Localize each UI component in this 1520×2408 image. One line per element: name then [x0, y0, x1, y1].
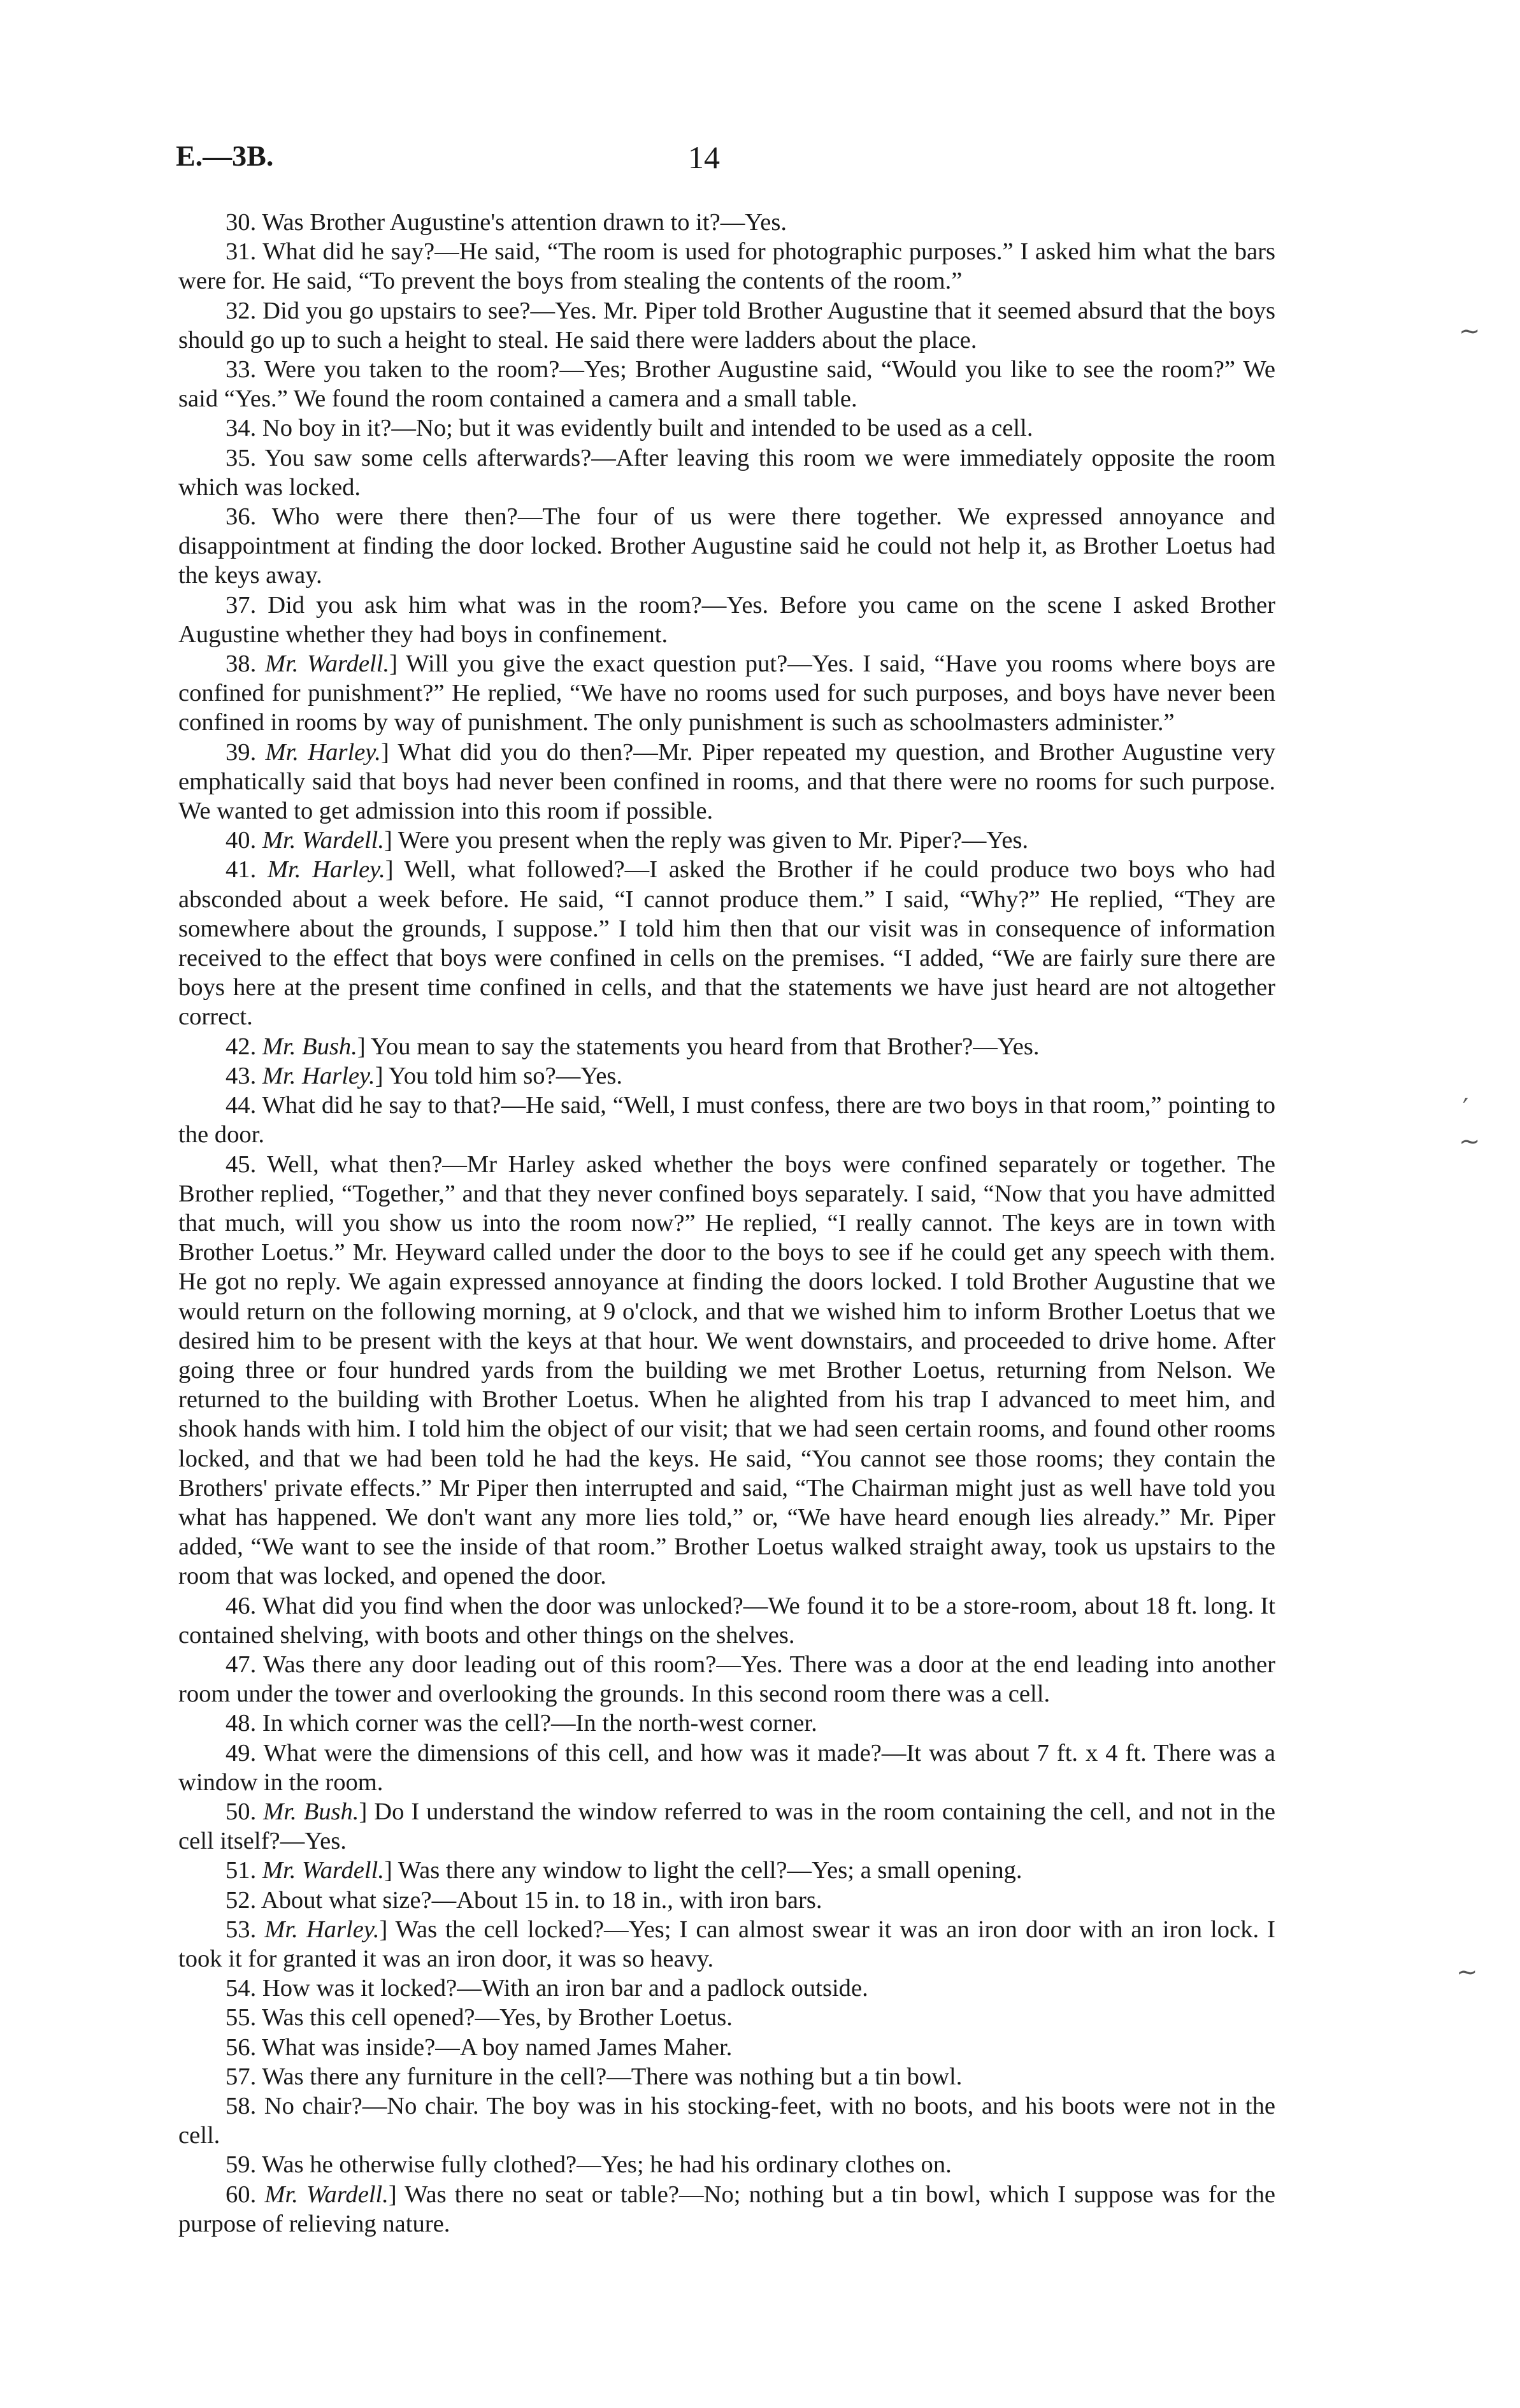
testimony-paragraph — [178, 1738, 1275, 1797]
question-number: 50. — [226, 1798, 264, 1825]
testimony-text: How was it locked?—With an iron bar and a padlock outside. — [262, 1975, 868, 2002]
question-number: 58. — [226, 2093, 264, 2119]
testimony-text: ] Was there no seat or table?—No; nothing but a tin bowl, which I suppose was for the purpose of relieving nature. — [178, 2181, 1275, 2237]
testimony-text: Was this cell opened?—Yes, by Brother Loetus. — [262, 2004, 733, 2032]
testimony-paragraph — [178, 2003, 1275, 2032]
testimony-body — [178, 208, 1275, 2239]
margin-mark: ′ — [1463, 1094, 1469, 1123]
question-number: 34. — [226, 415, 262, 442]
testimony-paragraph — [178, 208, 1275, 237]
testimony-paragraph — [178, 1797, 1275, 1856]
testimony-paragraph — [178, 2062, 1275, 2091]
question-number: 35. — [226, 444, 265, 471]
margin-mark: ∼ — [1456, 1958, 1478, 1987]
testimony-paragraph — [178, 443, 1275, 502]
testimony-paragraph — [178, 355, 1275, 413]
question-number: 44. — [226, 1092, 262, 1119]
testimony-text: ] You mean to say the statements you heard from that Brother?—Yes. — [357, 1033, 1040, 1060]
question-number: 56. — [226, 2033, 262, 2061]
testimony-text: Well, what then?—Mr Harley asked whether the boys were confined separately or together. The Brother replied, “Together,” and that they never confined boys separately. I said, “Now that you have admitted that much, will you show us into the room now?” He replied, “I really cannot. The keys are in town with Brother Loetus.” Mr. Heyward called under the door to the boys to see if he could get any speech with them. He got no reply. We again expressed annoyance at finding the doors locked. I told Brother Augustine that we would return on the following morning, at 9 o'clock, and that we wished him to inform Brother Loetus that we desired him to be present with the keys at that hour. We went downstairs, and proceeded to drive home. After going three or four hundred yards from the building we met Brother Loetus, returning from Nelson. We returned to the building with Brother Loetus. When he alighted from his trap I advanced to meet him, and shook hands with him. I told him the object of our visit; that we had seen certain rooms, and found other rooms locked, and that we had been told he had the keys. He said, “You cannot see those rooms; they contain the Brothers' private effects.” Mr Piper then interrupted and said, “The Chairman might just as well have told you what has happened. We don't want any more lies told,” or, “We have heard enough lies already.” Mr. Piper added, “We want to see the inside of that room.” Brother Loetus walked straight away, took us upstairs to the room that was locked, and opened the door. — [178, 1150, 1275, 1590]
testimony-text: Who were there then?—The four of us were there together. We expressed annoyance and disappointment at finding the door locked. Brother Augustine said he could not help it, as Brother Loetus had the keys away. — [178, 503, 1276, 589]
margin-mark: ∼ — [1459, 317, 1481, 346]
testimony-paragraph — [178, 1150, 1275, 1591]
testimony-paragraph — [178, 2033, 1275, 2062]
question-number: 60. — [226, 2181, 265, 2208]
testimony-text: Was there any furniture in the cell?—There was nothing but a tin bowl. — [262, 2063, 963, 2090]
question-number: 30. — [226, 209, 262, 236]
testimony-paragraph — [178, 1709, 1275, 1738]
question-number: 36. — [226, 503, 272, 531]
testimony-paragraph — [178, 855, 1275, 1031]
testimony-text: You saw some cells afterwards?—After leaving this room we were immediately opposite the room which was locked. — [178, 444, 1275, 501]
testimony-text: No chair?—No chair. The boy was in his stocking-feet, with no boots, and his boots were not in the cell. — [178, 2093, 1275, 2149]
testimony-paragraph — [178, 1061, 1275, 1091]
testimony-text: In which corner was the cell?—In the north-west corner. — [262, 1710, 817, 1737]
testimony-text: What were the dimensions of this cell, and how was it made?—It was about 7 ft. x 4 ft. There was a window in the room. — [178, 1739, 1275, 1796]
testimony-text: What did he say?—He said, “The room is used for photographic purposes.” I asked him what the bars were for. He said, “To prevent the boys from stealing the contents of the room.” — [178, 238, 1275, 295]
question-number: 39. — [226, 738, 266, 766]
testimony-paragraph — [178, 296, 1275, 355]
testimony-paragraph — [178, 1856, 1275, 1885]
testimony-paragraph — [178, 237, 1275, 296]
testimony-paragraph — [178, 649, 1275, 738]
testimony-paragraph — [178, 1886, 1275, 1915]
speaker-name: Mr. Harley. — [264, 1916, 380, 1943]
speaker-name: Mr. Wardell. — [262, 1857, 384, 1884]
testimony-text: What did he say to that?—He said, “Well, I must confess, there are two boys in that room,” pointing to the door. — [178, 1092, 1276, 1149]
testimony-paragraph — [178, 1650, 1275, 1709]
speaker-name: Mr. Harley. — [265, 738, 381, 766]
question-number: 37. — [226, 591, 268, 619]
question-number: 45. — [226, 1150, 268, 1178]
speaker-name: Mr. Wardell. — [264, 2181, 389, 2208]
question-number: 33. — [226, 356, 264, 383]
testimony-text: What was inside?—A boy named James Maher. — [262, 2033, 733, 2061]
testimony-text: ] What did you do then?—Mr. Piper repeated my question, and Brother Augustine very emphatically said that boys had never been confined in rooms, and that there were no rooms for such purpose. We wanted to get admission into this room if possible. — [178, 738, 1275, 825]
testimony-text: Was he otherwise fully clothed?—Yes; he had his ordinary clothes on. — [262, 2151, 952, 2179]
question-number: 49. — [226, 1739, 264, 1767]
testimony-text: ] Were you present when the reply was given to Mr. Piper?—Yes. — [384, 827, 1029, 854]
testimony-text: No boy in it?—No; but it was evidently built and intended to be used as a cell. — [262, 415, 1033, 442]
testimony-text: Did you ask him what was in the room?—Yes. Before you came on the scene I asked Brother Augustine whether they had boys in confinement. — [178, 591, 1275, 648]
testimony-paragraph — [178, 826, 1275, 855]
question-number: 47. — [226, 1651, 264, 1678]
question-number: 42. — [226, 1033, 262, 1060]
margin-mark: ∼ — [1459, 1127, 1481, 1156]
testimony-text: Was there any door leading out of this room?—Yes. There was a door at the end leading into another room under the tower and overlooking the grounds. In this second room there was a cell. — [178, 1651, 1276, 1708]
speaker-name: Mr. Harley. — [262, 1062, 375, 1089]
question-number: 41. — [226, 856, 268, 884]
question-number: 57. — [226, 2063, 262, 2090]
question-number: 46. — [226, 1592, 262, 1619]
testimony-text: ] Do I understand the window referred to was in the room containing the cell, and not in the cell itself?—Yes. — [178, 1798, 1275, 1855]
page-number: 14 — [688, 140, 720, 175]
speaker-name: Mr. Wardell. — [264, 650, 390, 678]
testimony-paragraph — [178, 1974, 1275, 2003]
testimony-paragraph — [178, 2180, 1275, 2239]
question-number: 53. — [226, 1916, 265, 1943]
question-number: 55. — [226, 2004, 262, 2032]
question-number: 51. — [226, 1857, 262, 1884]
testimony-paragraph — [178, 502, 1275, 591]
testimony-paragraph — [178, 1032, 1275, 1061]
question-number: 38. — [226, 650, 265, 678]
testimony-paragraph — [178, 1591, 1275, 1650]
testimony-paragraph — [178, 1091, 1275, 1149]
question-number: 43. — [226, 1062, 262, 1089]
testimony-text: ] You told him so?—Yes. — [375, 1062, 623, 1089]
testimony-text: ] Was the cell locked?—Yes; I can almost swear it was an iron door with an iron lock. I took it for granted it was an iron door, it was so heavy. — [178, 1916, 1275, 1972]
testimony-paragraph — [178, 413, 1275, 443]
question-number: 54. — [226, 1975, 262, 2002]
testimony-paragraph — [178, 738, 1275, 826]
question-number: 52. — [226, 1886, 261, 1914]
testimony-text: What did you find when the door was unlocked?—We found it to be a store-room, about 18 ft. long. It contained shelving, with boots and other things on the shelves. — [178, 1592, 1275, 1649]
testimony-paragraph — [178, 2091, 1275, 2150]
testimony-text: Was Brother Augustine's attention drawn to it?—Yes. — [262, 209, 787, 236]
testimony-text: ] Well, what followed?—I asked the Brother if he could produce two boys who had absconded about a week before. He said, “I cannot produce them.” I said, “Why?” He replied, “They are somewhere about the grounds, I suppose.” I told him then that our visit was in consequence of information received to the effect that boys were confined in cells on the premises. “I added, “We are fairly sure there are boys here at the present time confined in cells, and that the statements we have just heard are not altogether correct. — [178, 856, 1275, 1031]
testimony-text: Did you go upstairs to see?—Yes. Mr. Piper told Brother Augustine that it seemed absurd that the boys should go up to such a height to steal. He said there were ladders about the place. — [178, 297, 1275, 354]
question-number: 40. — [226, 827, 262, 854]
question-number: 32. — [226, 297, 263, 324]
question-number: 31. — [226, 238, 263, 266]
document-reference: E.—3B. — [176, 140, 274, 172]
testimony-text: ] Was there any window to light the cell?—Yes; a small opening. — [384, 1857, 1022, 1884]
speaker-name: Mr. Bush. — [262, 1033, 357, 1060]
testimony-text: About what size?—About 15 in. to 18 in., with iron bars. — [261, 1886, 822, 1914]
testimony-paragraph — [178, 1915, 1275, 1974]
question-number: 48. — [226, 1710, 262, 1737]
speaker-name: Mr. Bush. — [263, 1798, 359, 1825]
testimony-text: Were you taken to the room?—Yes; Brother Augustine said, “Would you like to see the room?” We said “Yes.” We found the room contained a camera and a small table. — [178, 356, 1276, 413]
question-number: 59. — [226, 2151, 262, 2179]
speaker-name: Mr. Harley. — [267, 856, 385, 884]
testimony-paragraph — [178, 591, 1275, 649]
testimony-paragraph — [178, 2150, 1275, 2179]
testimony-text: ] Will you give the exact question put?—Yes. I said, “Have you rooms where boys are confined for punishment?” He replied, “We have no rooms used for such purposes, and boys have never been confined in rooms by way of punishment. The only punishment is such as schoolmasters administer.” — [178, 650, 1275, 736]
speaker-name: Mr. Wardell. — [262, 827, 384, 854]
